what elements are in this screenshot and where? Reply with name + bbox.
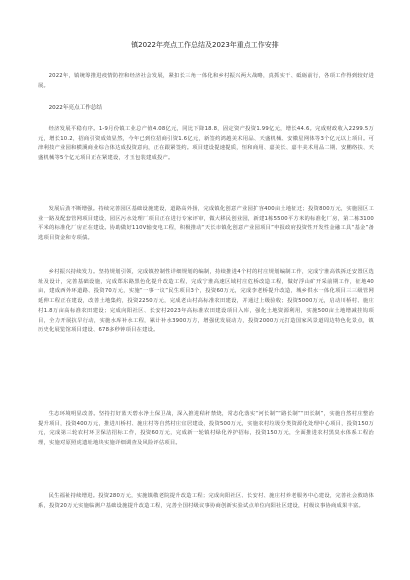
section-heading: 2022年亮点工作总结 bbox=[48, 105, 102, 111]
paragraph-development-block bbox=[38, 205, 374, 244]
paragraph-environment-block bbox=[38, 410, 374, 449]
paragraph-economy-block bbox=[38, 125, 374, 164]
document-title: 镇2022年亮点工作总结及2023年重点工作安排 bbox=[131, 41, 279, 49]
paragraph-environment: 生态环境明显改善。坚持打好蓝天碧水净土保卫战，深入推进秸秆禁烧，常态化落实“河长制”“路长制”“田长制”，实施自然村庄整治提升项目，投资400万元，推进川桥村、施庄村等自然村庄宜居建设，投资500万元，实施农村垃圾分类资源化处理中心项目，投资150万元，完成第三轮农村环卫保洁招标工作，投资60万元，完成新一轮镇村绿化养护招标，投资150万元，全面推进农村黑臭水体系工程治理，实施对原照虎遗址地块实施详细调查及风险评估项目。 bbox=[38, 411, 374, 447]
section-heading-block bbox=[38, 103, 374, 111]
paragraph-livelihood-block bbox=[38, 492, 374, 511]
paragraph-development: 发展后劲不断增强。持续完善园区基础设施建设，道路高外扬，完成镇化创意产业园扩容400亩土地征迁；投资800万元，实施园区工业一路及配套管网项目建设，园区污水处理厂项目正在进行专家评审，做大移民创业园，新建1栋5500平方米的标准化厂房，第二栋3100平米的标准化厂房正在建设。协助做好110V输变电工程，积极推动“天长市镇化创意产业园项目”申报政府投资性开发性金融工具“基金”备选项目资金和专项债。 bbox=[38, 206, 374, 242]
paragraph-economy: 经济发展平稳有序。1-9月份镇工业总产值4.08亿元，同比下降18.8，固定资产投资1.99亿元，增长44.6。完成财政收入2299.5万元，增长10.2，招商引资成效显然，今年已到位招商引资1.6亿元，新签约鸿越美术用品、天盛机械、安徽星网体等3个亿元以上项目。可津利技产业园和横溪商业综合体达成投资意向，正在跟紧签约。项目建设提速提质，恒和商用、嘉美长、嘉丰美术用品二期、安鹏络扶、天盛机械等5个亿元项目正在紧建设，才玉包装建成投产。 bbox=[38, 126, 374, 162]
paragraph-rural-block bbox=[38, 268, 374, 336]
intro-paragraph: 2022年，镇统筹推进疫情防控和经济社会发展，紧扣长三角一体化和乡村振兴两大战略，真抓实干、砥砺前行，各项工作得到较好进展。 bbox=[38, 73, 374, 89]
paragraph-rural: 乡村振兴持续发力。坚持规划引领，完成镇控制性详细规划的编制，持续推进4个村的村庄规划编制工作，完成宁淮高铁拆迁安置区选址及设计，完善基础设施，完成郑东路黑色化提升改造工程，完成宁淮高速区域村庄危桥改造工程，做好浮山矿开采前期工作，征地40亩，建成西外环道路、投资70万元，实施“一事一议”民生项目3个，投资60万元，完成李老桥提升改造，城乡供水一体化项目三三级管网延伸工程正在建设，改善土地集约，投资2250万元，完成老山村高标准农田建设，并通过上级验收；投资5000万元，启动川桥村、施庄村1.8万亩高标准农田建设；完成向阳社区、长安村2023年高标准农田建设项目入库，强化土地资源利用，实施500亩土地增减挂钩项目，全力开展抗旱行动，实施水库补水工程，累计补水3900万方，增强优发展动力，投资2000万元打造国家风景道周边特色化景点，镇历史化展览馆项目建设、678多秒钟项目在建设。 bbox=[38, 269, 374, 334]
paragraph-livelihood: 民生福祉持续增进。投资280万元，实施镇敬老院提升改造工程；完成向阳社区、长安村、施庄村养老服务中心建设，完善社会救助体系，投资20万元实施临测户基础设施提升改造工程，完善全国村级议事协商创新实验试点单位向阳社区建设，村级议事协商成果丰富。 bbox=[38, 493, 374, 509]
intro-block bbox=[38, 72, 374, 91]
